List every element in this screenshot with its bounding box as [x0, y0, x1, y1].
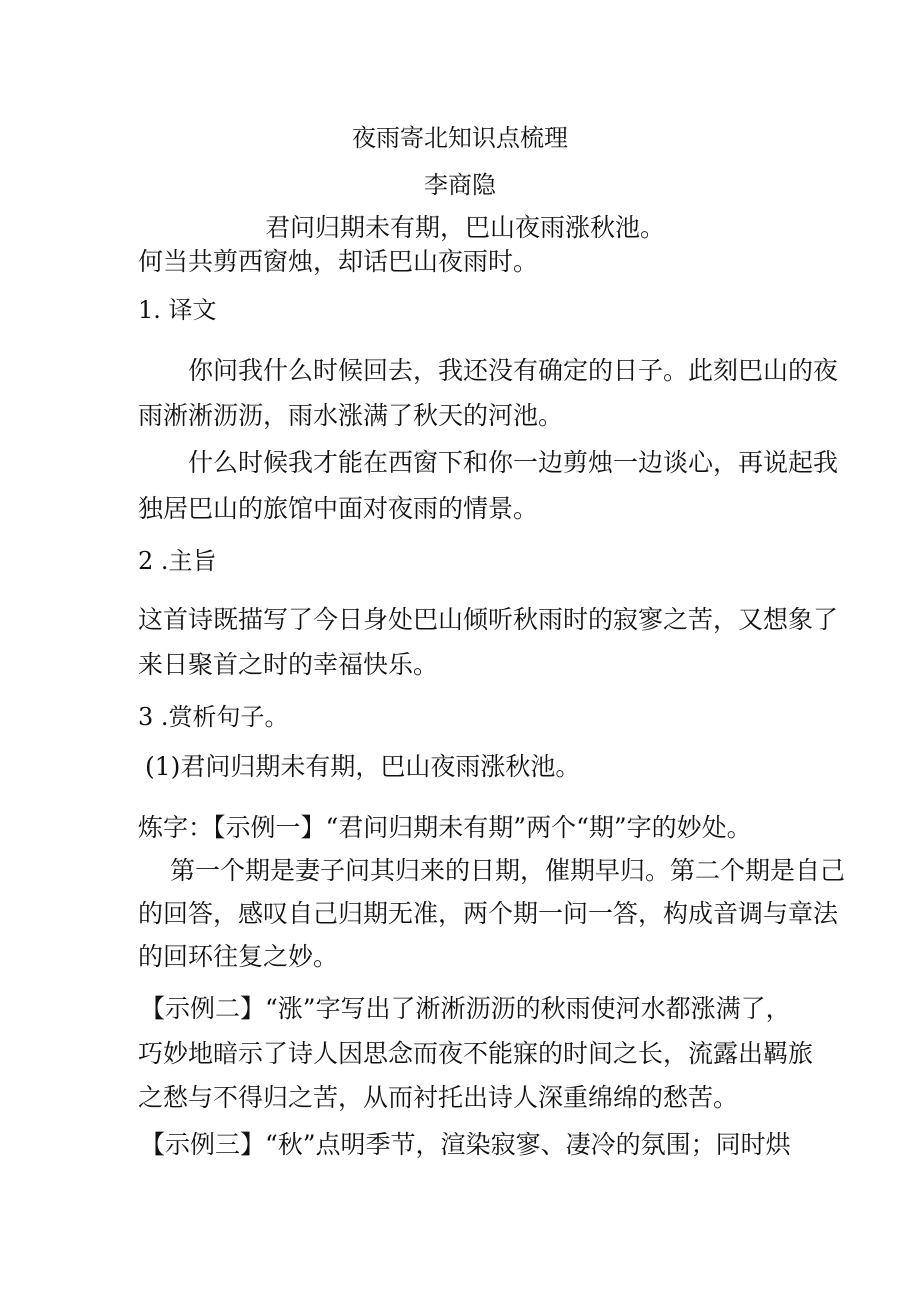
example-3-line-1: 【示例三】“秋”点明季节，渲染寂寥、凄冷的氛围；同时烘 [140, 1130, 791, 1159]
translation-paragraph-2-line-1: 什么时候我才能在西窗下和你一边剪烛一边谈心，再说起我 [188, 448, 839, 477]
example-2-line-2: 巧妙地暗示了诗人因思念而夜不能寐的时间之长，流露出羁旅 [138, 1039, 814, 1068]
document-title: 夜雨寄北知识点梳理 [352, 124, 568, 152]
appreciation-subheading-1: (1)君问归期未有期，巴山夜雨涨秋池。 [145, 752, 581, 781]
translation-paragraph-1-line-2: 雨淅淅沥沥，雨水涨满了秋天的河池。 [138, 401, 564, 430]
poem-line-1: 君问归期未有期，巴山夜雨涨秋池。 [264, 213, 665, 242]
theme-line-2: 来日聚首之时的幸福快乐。 [138, 650, 439, 679]
example-2-line-1: 【示例二】“涨”字写出了淅淅沥沥的秋雨使河水都涨满了， [140, 994, 791, 1023]
section-heading-theme: 2 .主旨 [138, 547, 217, 575]
example-1-line-3: 的回环往复之妙。 [138, 942, 339, 971]
example-1-line-1: 第一个期是妻子问其归来的日期，催期早归。第二个期是自己 [170, 856, 846, 885]
example-1-line-2: 的回答，感叹自己归期无准，两个期一问一答，构成音调与章法 [138, 899, 839, 928]
document-author: 李商隐 [424, 171, 496, 199]
poem-line-2: 何当共剪西窗烛，却话巴山夜雨时。 [138, 247, 539, 276]
example-1-title: 炼字：【示例一】“君问归期未有期”两个“期”字的妙处。 [138, 813, 752, 842]
translation-paragraph-2-line-2: 独居巴山的旅馆中面对夜雨的情景。 [138, 494, 539, 523]
theme-line-1: 这首诗既描写了今日身处巴山倾听秋雨时的寂寥之苦，又想象了 [138, 605, 839, 634]
section-heading-appreciation: 3 .赏析句子。 [138, 703, 289, 731]
example-2-line-3: 之愁与不得归之苦，从而衬托出诗人深重绵绵的愁苦。 [138, 1083, 739, 1112]
translation-paragraph-1-line-1: 你问我什么时候回去，我还没有确定的日子。此刻巴山的夜 [188, 356, 839, 385]
section-heading-translation: 1. 译文 [138, 296, 217, 324]
